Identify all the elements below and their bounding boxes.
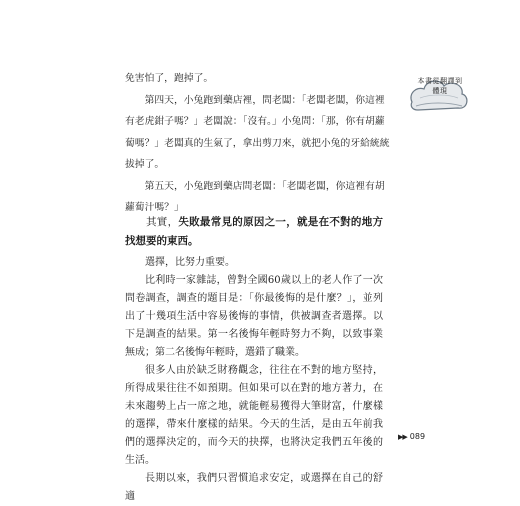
paragraph: 長期以來，我們只習慣追求安定，或選擇在自己的舒適 (125, 473, 383, 502)
body-text (125, 213, 383, 506)
double-arrow-icon: ▶▶ (398, 432, 407, 441)
story-line: 第五天，小兔跑到藥店問老闆：「老闆老闆，你這裡有胡蘿蔔汁嗎？」 (125, 180, 385, 213)
paragraph: 很多人由於缺乏財務觀念，往往在不對的地方堅持，所得成果往往不如預期。但如果可以在對的地方著力，在未來趨勢上占一席之地，就能輕易獲得大筆財富，什麼樣的選擇，帶來什麼樣的結果。今天的生活，是由五年前我們的選擇決定的，而今天的抉擇，也將決定我們五年後的生活。 (125, 365, 383, 466)
side-tab-label: 本書從翻譯到體現 (417, 77, 463, 95)
lead-plain: 其實， (146, 216, 179, 228)
page-number (398, 432, 425, 441)
paragraph: 比利時一家雜誌，曾對全國60歲以上的老人作了一次問卷調查，調查的題目是：「你最後悔的是什麼？」，並列出了十幾項生活中容易後悔的事情，供被調查者選擇。以下是調查的結果。第一名後悔年輕時努力不夠，以致事業無成；第二名後悔年輕時，選錯了職業。 (125, 275, 383, 358)
lead-sentence (125, 213, 383, 251)
story-excerpt (125, 68, 393, 219)
chapter-side-tab (408, 70, 470, 122)
page-number-value: 089 (409, 432, 426, 441)
paragraph: 選擇，比努力重要。 (145, 257, 235, 268)
story-line: 第四天，小兔跑到藥店裡，問老闆：「老闆老闆，你這裡有老虎鉗子嗎？」老闆說：「沒有。」小兔問：「那，你有胡蘿蔔嗎？」老闆真的生氣了，拿出剪刀來，就把小兔的牙給統統拔掉了。 (125, 94, 390, 170)
story-line: 免害怕了，跑掉了。 (125, 73, 214, 84)
lead-bold: 失敗最常見的原因之一，就是在不對的地方找想要的東西。 (125, 216, 384, 247)
